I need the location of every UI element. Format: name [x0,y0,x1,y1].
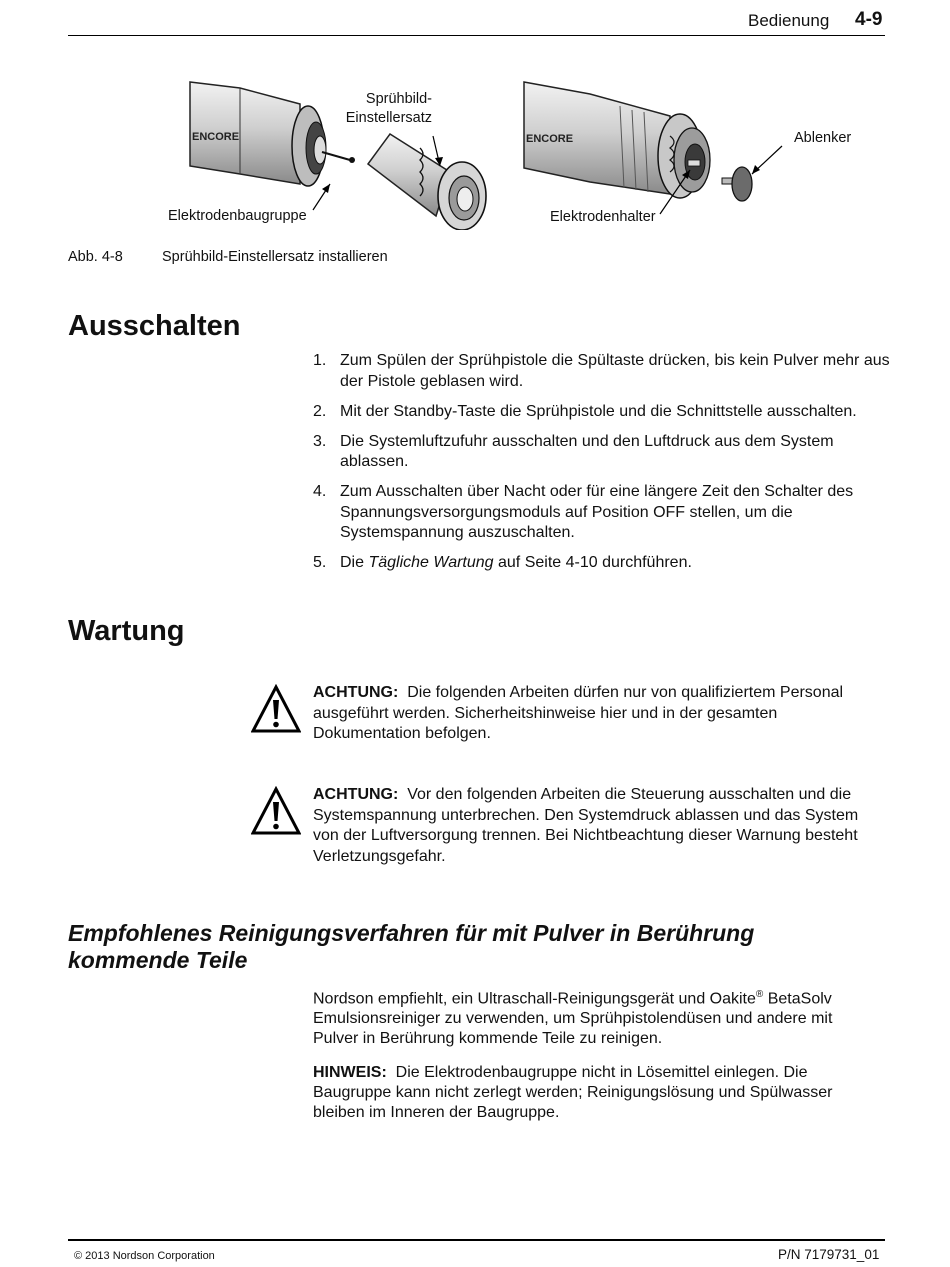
step-number: 5. [313,554,327,571]
step-text-post: auf Seite 4-10 durchführen. [493,554,692,571]
note-text: Die Elektrodenbaugruppe nicht in Lösemittel einlegen. Die Baugruppe kann nicht zerlegt werden; Reinigungslösung und Spülwasser bleiben im Inneren der Baugruppe. [313,1064,833,1121]
cleaning-note [313,1063,873,1123]
step-number: 1. [313,352,327,369]
brand-mark-2: ENCORE [526,133,574,145]
cleaning-text-post: BetaSolv Emulsionsreiniger zu verwenden, um Sprühpistolendüsen und andere mit Pulver in Berührung kommende Teile zu reinigen. [313,990,833,1048]
shutdown-step [313,482,893,544]
warning-text: Die folgenden Arbeiten dürfen nur von qualifiziertem Personal ausgeführt werden. Sicherheitshinweise hier und in der gesamten Dokumentation befolgen. [313,684,844,742]
subsection-title-cleaning: Empfohlenes Reinigungsverfahren für mit Pulver in Berührung kommende Teile [68,920,755,973]
warning-qualified-personnel [313,683,888,745]
cleaning-paragraph [313,985,873,1049]
figure-caption-number: Abb. 4-8 [68,249,123,265]
shutdown-steps-list [313,351,893,583]
warning-power-off [313,785,888,867]
shutdown-step [313,553,893,574]
step-text: Zum Spülen der Sprühpistole die Spültaste drücken, bis kein Pulver mehr aus der Pistole geblasen wird. [340,352,890,390]
footer-part-number: P/N 7179731_01 [778,1247,880,1262]
footer-rule [68,1239,885,1241]
header-page-number: 4-9 [855,9,883,30]
header-section-title: Bedienung [748,11,830,30]
step-number: 4. [313,483,327,500]
shutdown-step [313,402,893,423]
figure-gun-deflector [520,76,810,226]
warning-text: Vor den folgenden Arbeiten die Steuerung ausschalten und die Systemspannung unterbrechen. Den Systemdruck ablassen und das System von der Luftversorgung trennen. Bei Nichtbeachtung dieser Warnung besteht Verletzungsgefahr. [313,786,859,865]
note-label: HINWEIS: [313,1064,387,1081]
label-spray-kit: Sprühbild- Einstellersatz [345,91,432,126]
step-number: 2. [313,402,327,420]
warning-label: ACHTUNG: [313,684,399,701]
step-text-pre: Die [340,554,369,571]
warning-triangle-icon [251,684,301,734]
header-rule [68,35,885,36]
label-electrode-assembly: Elektrodenbaugruppe [168,208,307,224]
label-deflector: Ablenker [794,130,852,146]
cross-reference-daily-maintenance: Tägliche Wartung [368,554,494,571]
registered-mark: ® [755,989,764,1000]
cleaning-text-pre: Nordson empfiehlt, ein Ultraschall-Reinigungsgerät und Oakite [313,990,756,1008]
figure-caption-text: Sprühbild-Einstellersatz installieren [162,249,388,265]
section-title-maintenance: Wartung [68,615,185,647]
section-title-shutdown: Ausschalten [68,310,241,342]
shutdown-step [313,351,893,392]
label-electrode-holder: Elektrodenhalter [550,209,656,225]
footer-copyright: © 2013 Nordson Corporation [74,1250,215,1262]
step-text: Mit der Standby-Taste die Sprühpistole und die Schnittstelle ausschalten. [340,402,857,420]
step-text: Zum Ausschalten über Nacht oder für eine längere Zeit den Schalter des Spannungsversorgungsmoduls auf Position OFF stellen, um die Systemspannung auszuschalten. [340,483,854,541]
step-text: Die Systemluftzufuhr ausschalten und den Luftdruck aus dem System ablassen. [340,432,834,470]
step-number: 3. [313,432,327,450]
warning-label: ACHTUNG: [313,786,399,803]
shutdown-step [313,432,893,473]
brand-mark-1: ENCORE [192,131,240,143]
warning-triangle-icon [251,786,301,836]
